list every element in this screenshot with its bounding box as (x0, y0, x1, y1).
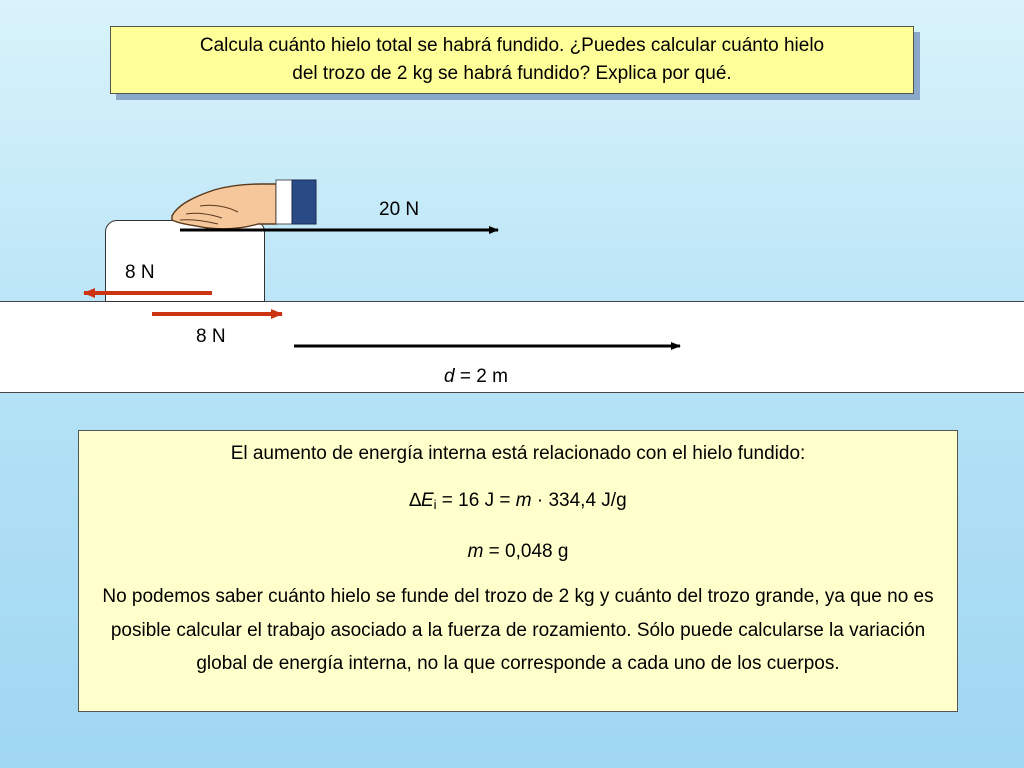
question-line-2: del trozo de 2 kg se habrá fundido? Explica por qué. (292, 63, 732, 84)
energy-variable: E (420, 490, 434, 511)
delta-symbol: ∆ (409, 490, 421, 511)
answer-intro: El aumento de energía interna está relacionado con el hielo fundido: (230, 443, 806, 464)
friction-on-ground-label: 8 N (196, 326, 226, 347)
question-line-1: Calcula cuánto hielo total se habrá fundido. ¿Puedes calcular cuánto hielo (199, 35, 825, 56)
applied-force-label: 20 N (379, 199, 420, 220)
answer-box (78, 430, 958, 712)
mass-result-variable: m (467, 541, 484, 562)
mass-result-value: = 0,048 g (483, 541, 569, 562)
distance-value: = 2 m (454, 366, 508, 387)
energy-equation-middle: = 16 J = (436, 490, 516, 511)
mass-result (79, 535, 957, 569)
energy-equation-end: · 334,4 J/g (531, 490, 627, 511)
answer-explanation: No podemos saber cuánto hielo se funde del trozo de 2 kg y cuánto del trozo grande, ya que no es posible calcular el trabajo asociado a la fuerza de rozamiento. Sólo puede calcularse la variación global de energía interna, no la que corresponde a cada uno de los cuerpos. (102, 586, 934, 674)
energy-subscript: i (433, 497, 437, 512)
energy-equation (79, 484, 957, 522)
hand-icon (172, 180, 316, 229)
mass-variable: m (515, 490, 532, 511)
distance-variable: d (444, 366, 455, 387)
distance-label (444, 366, 508, 388)
friction-on-block-label: 8 N (125, 262, 155, 283)
